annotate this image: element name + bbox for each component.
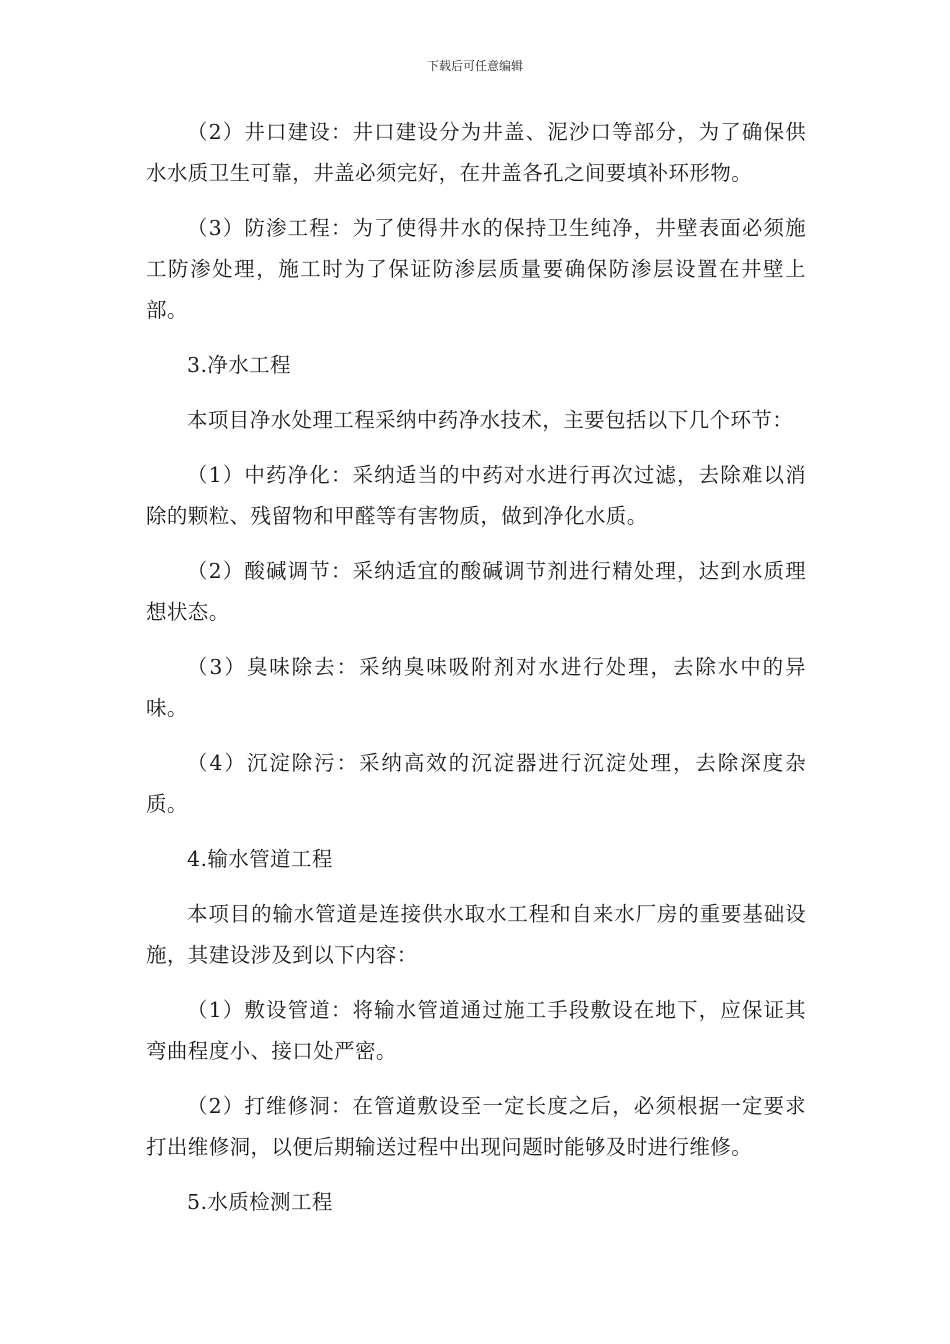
page-header: 下载后可任意编辑	[426, 59, 523, 73]
section-heading-pipeline: 4.输水管道工程	[187, 847, 333, 871]
paragraph-odor-removal: （3）臭味除去：采纳臭味吸附剂对水进行处理，去除水中的异味。	[146, 655, 806, 720]
paragraph-pipeline-intro: 本项目的输水管道是连接供水取水工程和自来水厂房的重要基础设施，其建设涉及到以下内容：	[146, 902, 806, 967]
document-body	[146, 112, 806, 1237]
paragraph-seepage-prevention: （3）防渗工程：为了使得井水的保持卫生纯净，井壁表面必须施工防渗处理，施工时为了保证防渗层质量要确保防渗层设置在井壁上部。	[146, 216, 806, 322]
paragraph-ph-adjustment: （2）酸碱调节：采纳适宜的酸碱调节剂进行精处理，达到水质理想状态。	[146, 559, 806, 624]
section-heading-water-purification: 3.净水工程	[187, 353, 291, 377]
paragraph-pipe-laying: （1）敷设管道：将输水管道通过施工手段敷设在地下，应保证其弯曲程度小、接口处严密。	[146, 998, 806, 1063]
section-heading-water-testing: 5.水质检测工程	[187, 1190, 333, 1214]
paragraph-maintenance-holes: （2）打维修洞：在管道敷设至一定长度之后，必须根据一定要求打出维修洞，以便后期输送过程中出现问题时能够及时进行维修。	[146, 1094, 806, 1159]
paragraph-herbal-purification: （1）中药净化：采纳适当的中药对水进行再次过滤，去除难以消除的颗粒、残留物和甲醛等有害物质，做到净化水质。	[146, 463, 806, 528]
paragraph-purification-intro: 本项目净水处理工程采纳中药净水技术，主要包括以下几个环节：	[187, 408, 794, 432]
paragraph-wellhead-construction: （2）井口建设：井口建设分为井盖、泥沙口等部分，为了确保供水水质卫生可靠，井盖必须完好，在井盖各孔之间要填补环形物。	[146, 120, 806, 185]
paragraph-sedimentation: （4）沉淀除污：采纳高效的沉淀器进行沉淀处理，去除深度杂质。	[146, 751, 806, 816]
